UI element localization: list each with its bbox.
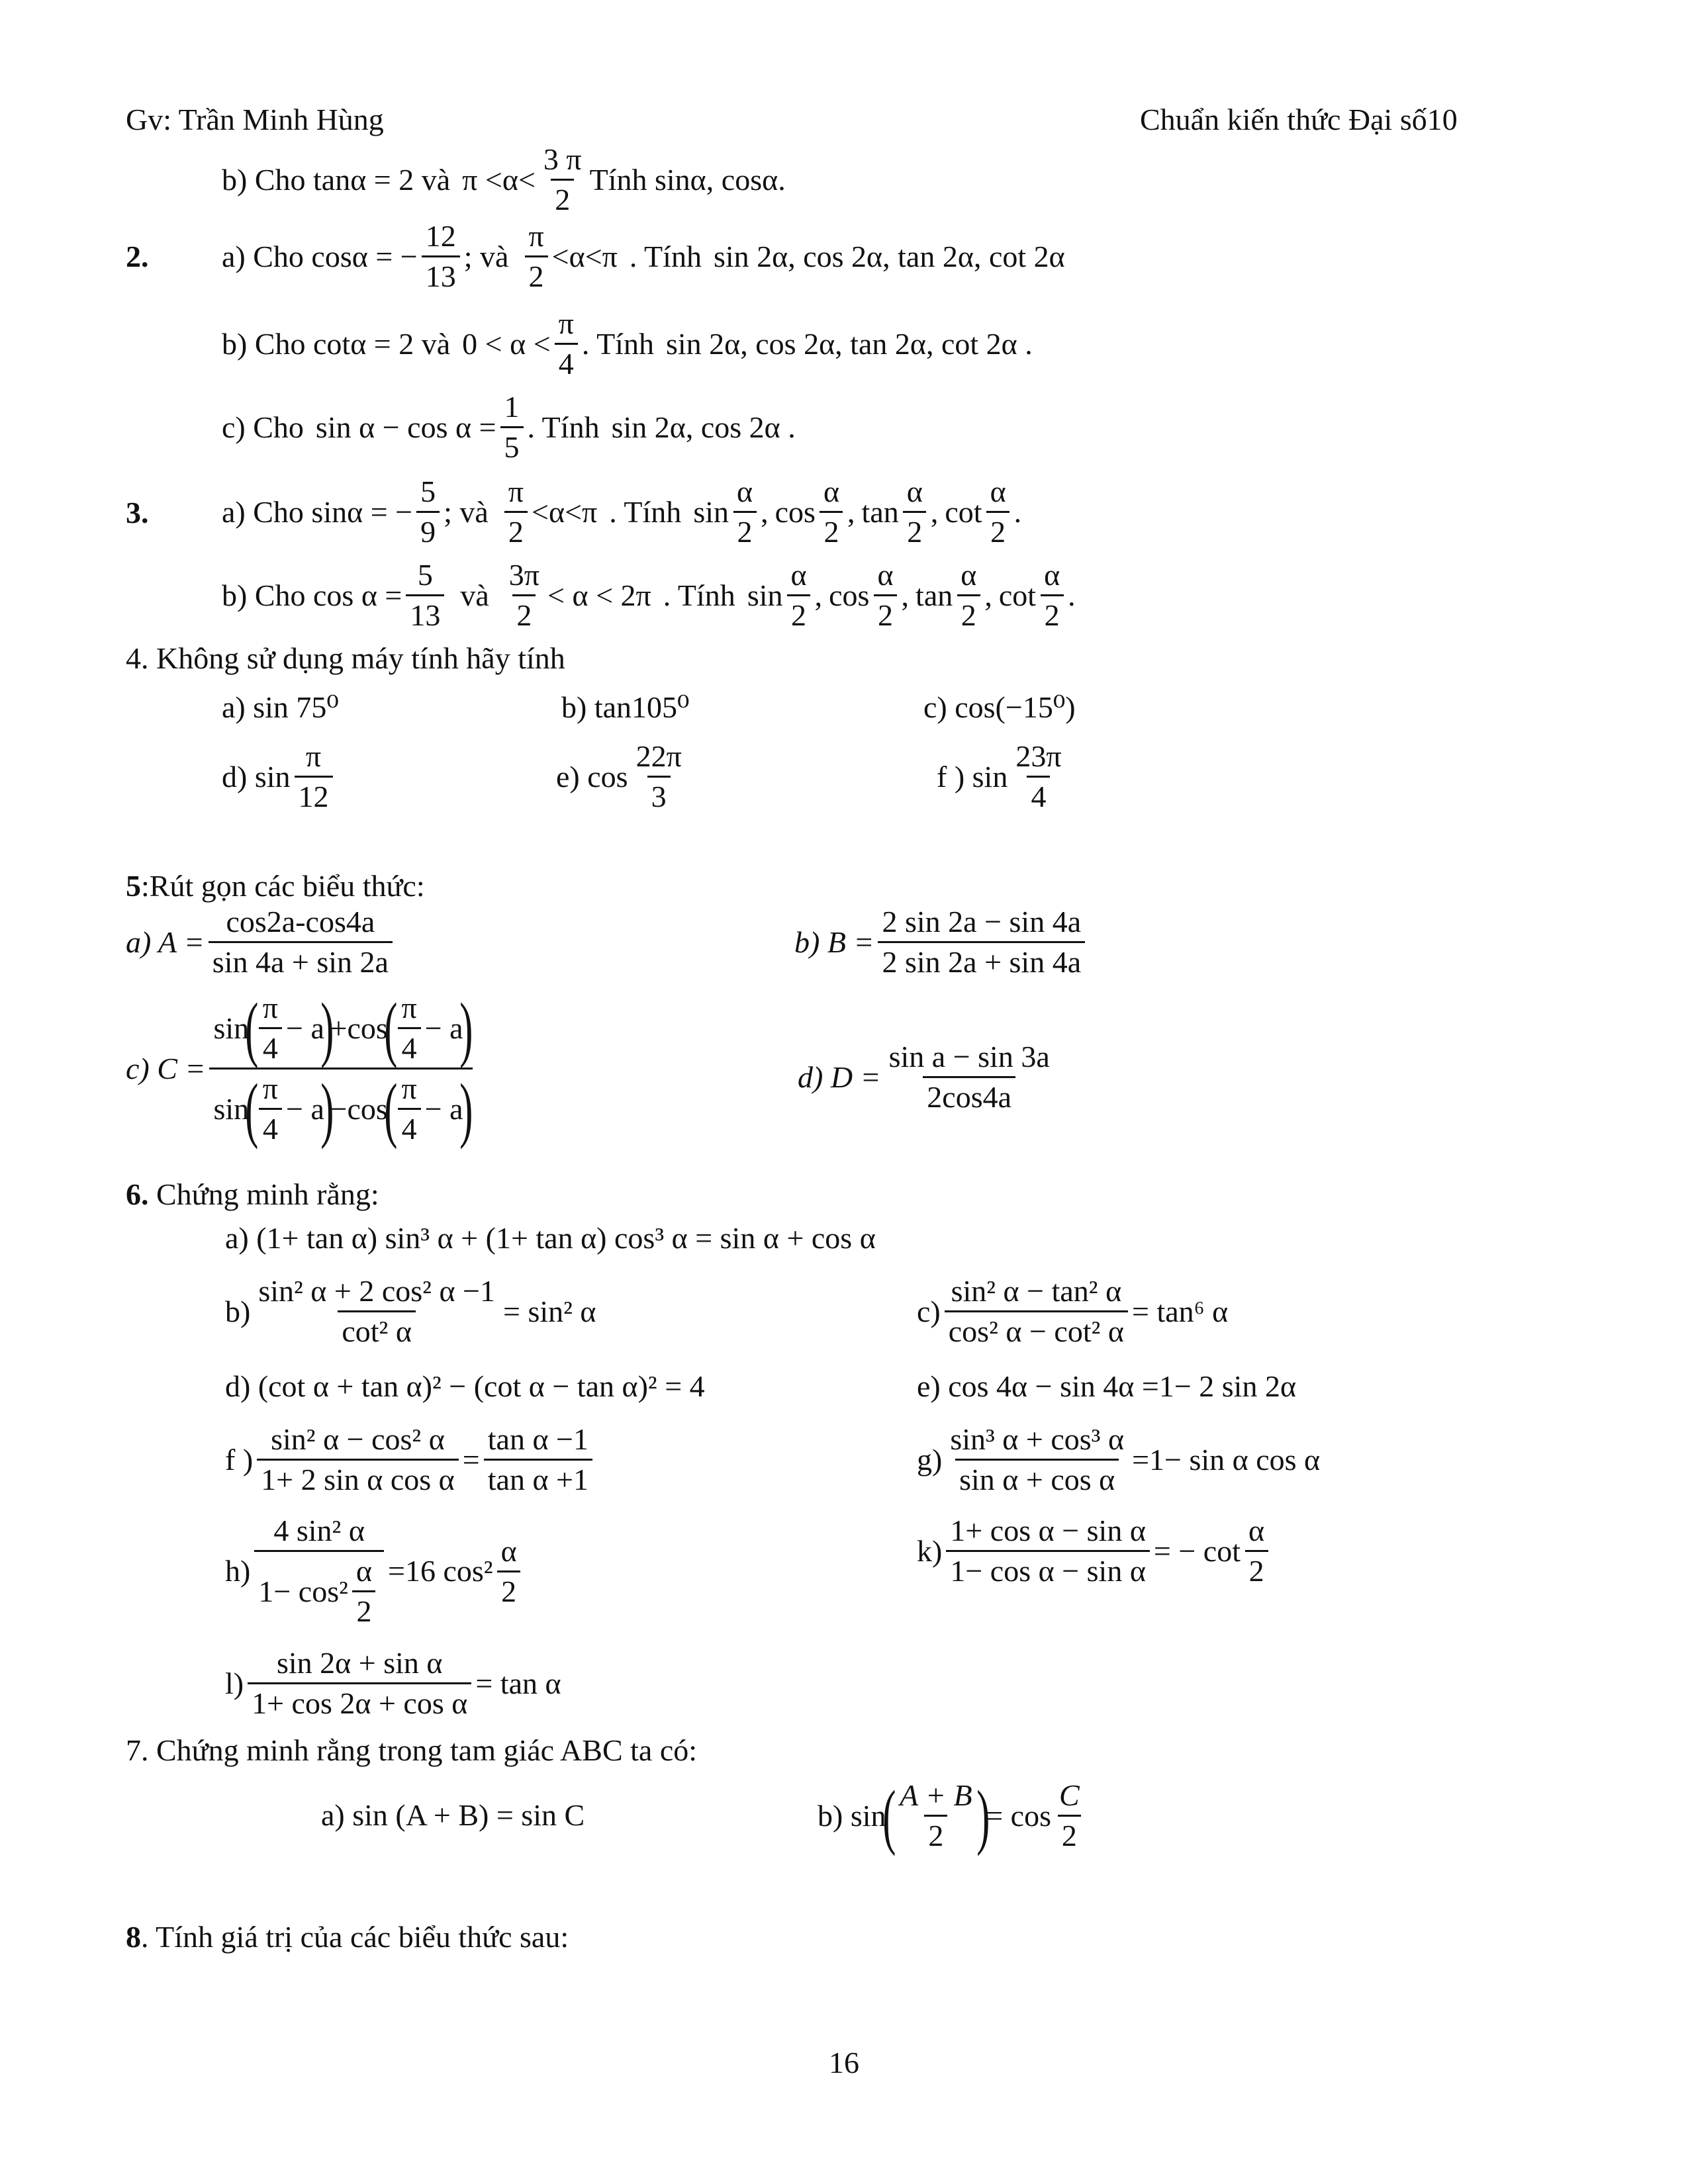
p6-a: a) (1+ tan α) sin³ α + (1+ tan α) cos³ α = sin α + cos α [225,1221,876,1255]
p2a-fraction [422,221,460,292]
p3a-label: a) Cho sinα = − [222,494,413,529]
p3a-two-2: 2 [820,511,843,547]
p6-k-rhs-alpha: α [1248,1514,1265,1547]
p4-title: 4. Không sử dụng máy tính hãy tính [126,641,565,675]
p7-b-paren-close: ) [976,1775,990,1856]
p8-title-text: . Tính giá trị của các biểu thức sau: [141,1920,569,1954]
p3a-cos: cos [774,494,816,529]
p6-f-den2: tan α +1 [484,1459,592,1495]
p3a-ineq: <α<π [532,494,598,529]
p3a-tinh: . Tính [609,494,682,529]
p2a-mid: ; và [463,239,509,273]
p5-c-minus-a-2: − a [424,1011,463,1045]
p6-k-rhs: = − cot [1153,1533,1241,1568]
p7-b-rhs: = cos [986,1798,1051,1833]
p3a-alpha-2: α [823,475,840,508]
p5-c-four-4: 4 [398,1108,421,1144]
p5-b [794,907,1089,978]
p6-f-den: 1+ 2 sin α cos α [257,1459,459,1495]
p6-h-den [254,1550,384,1627]
p5-c-paren-close-4: ) [459,1068,473,1150]
p6-f-fraction-2 [484,1424,592,1495]
p6-h-num: 4 sin² α [273,1514,365,1547]
p5-c-num [209,987,473,1069]
p5-c-paren-close-2: ) [459,987,473,1069]
problem-3a: a) Cho sinα = − $\frac{5}{9}$ ; và π 2 <α<π . Tính sin α 2 , cos α 2 , tan α 2 , cot α 2 . [222,475,1022,549]
p6-h-den-half [352,1556,376,1627]
p6-b-rhs: = sin² α [503,1294,596,1328]
p2-number: 2. [126,240,149,273]
p5-a-label: a) A = [126,925,205,959]
p1b-tail: Tính sinα, cosα. [589,162,786,197]
p6-l-label: l) [225,1666,244,1700]
p5-b-label: b) B = [794,925,874,959]
p2c-num: 1 [504,390,520,424]
p5-d-den: 2cos4a [923,1076,1015,1113]
p6-h-den-pre: 1− cos² [258,1574,348,1608]
p6-h-rhs-half [497,1533,521,1608]
p5-c-minus-a-4: − a [424,1091,463,1126]
p4-a: a) sin 75⁰ [222,690,339,724]
p6-g-den: sin α + cos α [955,1459,1119,1495]
p5-c-four-3: 4 [259,1108,282,1144]
header-right: Chuẩn kiến thức Đại số10 [1140,103,1458,136]
p3a-half-3 [903,477,927,547]
p5-a-num: cos2a-cos4a [226,905,375,938]
p6-g-fraction [946,1424,1128,1495]
p4-c: c) cos(−15⁰) [923,690,1076,724]
p3a-two-4: 2 [986,511,1009,547]
p5-c-four-2: 4 [398,1027,421,1064]
p3a-mid: ; và [444,494,489,529]
p3a-two-3: 2 [903,511,926,547]
p5-title-text: :Rút gọn các biểu thức: [141,869,425,903]
p1b-fraction [539,144,586,215]
p5-c-paren-close-1: ) [320,987,334,1069]
p6-b [225,1276,596,1347]
p4-d-label: d) sin [222,759,291,794]
p6-c-label: c) [917,1294,941,1328]
p3a-num: 5 [420,475,436,508]
problem-2c [222,392,796,463]
p3b-pnum: 3π [508,558,540,592]
p5-c-four-1: 4 [259,1027,282,1064]
p6-l [225,1648,561,1719]
p3b-tan: tan [915,578,953,612]
p2a-list: sin 2α, cos 2α, tan 2α, cot 2α [713,239,1065,273]
p6-k-num: 1+ cos α − sin α [950,1514,1146,1547]
p3b-fraction [406,560,444,631]
p3b-alpha-1: α [790,558,807,592]
p3a-pi-fraction [504,477,528,547]
p6-number: 6. [126,1177,149,1211]
p6-k-den: 1− cos α − sin α [946,1550,1150,1586]
p5-c-pi4-3 [259,1073,282,1144]
p3b-den: 13 [406,594,444,631]
p2a-pi-fraction [524,221,547,292]
p5-c-paren-open-4: ( [384,1068,398,1150]
p6-e: e) cos 4α − sin 4α =1− 2 sin 2α [917,1369,1297,1403]
p3b-pden: 2 [512,594,536,631]
p6-c-num: sin² α − tan² α [951,1274,1122,1308]
p8-number: 8 [126,1920,141,1954]
p6-title [126,1179,379,1210]
p5-c-minus-a-3: − a [286,1091,324,1126]
p4-e-num: 22π [635,739,682,773]
p6-h-den-alpha: α [355,1554,372,1588]
p2c-den: 5 [500,426,524,463]
p4-e-fraction [632,741,686,812]
p2a-tinh: . Tính [629,239,702,273]
p3a-alpha-4: α [990,475,1006,508]
p7-b-paren-open: ( [882,1775,896,1856]
p2b-fraction [555,308,578,379]
p6-k-rhs-half [1244,1516,1268,1586]
p5-c-paren-open-3: ( [245,1068,259,1150]
p3b-tinh: . Tính [663,578,735,612]
p2b-tinh: . Tính [581,326,654,361]
p3b-cot: cot [998,578,1037,612]
p2a-den: 13 [422,255,460,292]
p2b-den: 4 [555,343,578,379]
p5-b-num: 2 sin 2a − sin 4a [882,905,1082,938]
p3b-sin: sin [747,578,783,612]
p6-f-num2: tan α −1 [487,1422,588,1456]
p5-c-paren-open-2: ( [384,987,398,1069]
p1b-ineq: π <α< [462,162,536,197]
p2b-ineq: 0 < α < [462,326,551,361]
p4-f-den: 4 [1027,776,1050,812]
p2a-ineq: <α<π [551,239,618,273]
p5-a [126,907,397,978]
p2a-pden: 2 [525,255,548,292]
p3-number: 3. [126,496,149,529]
p5-b-fraction [878,907,1085,978]
p3a-pden: 2 [504,511,528,547]
p2a-label: a) Cho cosα = − [222,239,418,273]
p3b-two-4: 2 [1041,594,1064,631]
p5-c-pi-3: π [262,1071,279,1105]
p6-g-label: g) [917,1442,943,1477]
p6-title-text: Chứng minh rằng: [148,1177,379,1211]
p7-b-den2: 2 [1058,1815,1081,1851]
p3b-mid: và [460,578,489,612]
p6-f-fraction [257,1424,459,1495]
p1b-num: 3 π [543,142,582,176]
p3a-pnum: π [508,475,524,508]
p2a-num: 12 [425,219,456,253]
p3a-half-2 [820,477,843,547]
p6-k-fraction [946,1516,1150,1586]
p6-f-num: sin² α − cos² α [271,1422,445,1456]
p2b-label: b) Cho cotα = 2 và [222,326,451,361]
p6-h [225,1516,525,1627]
p2c-tinh: . Tính [527,410,600,444]
p6-c-den: cos² α − cot² α [945,1310,1128,1347]
p3a-cot: cot [945,494,982,529]
p7-a: a) sin (A + B) = sin C [321,1798,585,1832]
p6-h-den-two: 2 [352,1590,375,1627]
p5-c-fraction [209,987,473,1150]
p4-f-fraction [1011,741,1065,812]
p3b-pi-fraction [505,560,543,631]
p5-c-minus-a-1: − a [286,1011,324,1045]
p7-b-num2: C [1058,1778,1080,1812]
p6-c-rhs: = tan⁶ α [1132,1294,1229,1328]
p5-c-paren-open-1: ( [245,987,259,1069]
p3a-alpha-1: α [737,475,753,508]
p2c-fraction [500,392,524,463]
p6-c [917,1276,1228,1347]
p3b-half-4 [1040,560,1064,631]
p4-b: b) tan105⁰ [561,690,690,724]
p6-h-rhs-alpha: α [500,1533,517,1568]
p3a-alpha-3: α [906,475,923,508]
p6-l-rhs: = tan α [475,1666,561,1700]
p5-c-label: c) C = [126,1051,206,1085]
p1b-text: b) Cho tanα = 2 và [222,162,451,197]
p6-f-eq: = [462,1442,480,1477]
p6-h-label: h) [225,1554,251,1588]
problem-2a [222,221,1065,292]
p6-d: d) (cot α + tan α)² − (cot α − tan α)² = 4 [225,1369,705,1403]
p5-c-den-sin: sin [213,1091,250,1126]
p6-f-label: f ) [225,1442,254,1477]
p3b-half-1 [787,560,811,631]
p4-d-fraction [295,741,333,812]
p4-f-label: f ) sin [937,759,1008,794]
p6-f [225,1424,596,1495]
header-left: Gv: Trần Minh Hùng [126,103,384,136]
p7-b [818,1775,1088,1856]
p3b-two-3: 2 [957,594,980,631]
p4-e-label: e) cos [556,759,628,794]
p6-l-num: sin 2α + sin α [276,1646,443,1680]
p6-h-rhs: =16 cos² [388,1554,493,1588]
p7-title [126,1735,697,1766]
p3b-alpha-4: α [1044,558,1060,592]
p5-d [798,1042,1058,1113]
p2a-pnum: π [528,219,544,253]
p2c-label: c) Cho [222,410,304,444]
p5-b-den: 2 sin 2a + sin 4a [878,941,1085,978]
p5-d-label: d) D = [798,1060,881,1094]
p6-l-fraction [248,1648,471,1719]
p5-a-fraction [209,907,393,978]
p5-c-plus: + [330,1011,348,1045]
p5-d-fraction [885,1042,1054,1113]
problem-1b [222,144,786,215]
p3b-label: b) Cho cos α = [222,578,402,612]
p6-b-fraction [254,1276,499,1347]
p3b-ineq: < α < 2π [547,578,651,612]
p5-c-pi4-1 [259,993,282,1064]
p3a-two-1: 2 [733,511,757,547]
p5-c [126,987,477,1150]
p3a-sin: sin [693,494,729,529]
p7-number: 7 [126,1733,141,1767]
p3a-half-1 [733,477,757,547]
p6-h-fraction [254,1516,384,1627]
p3a-den: 9 [416,511,440,547]
p5-c-den [209,1068,473,1150]
p6-b-den: cot² α [338,1310,416,1347]
p4-f-num: 23π [1015,739,1062,773]
p6-k-label: k) [917,1533,943,1568]
problem-2b [222,308,1033,379]
p1b-den: 2 [551,179,574,215]
p2c-list: sin 2α, cos 2α . [611,410,796,444]
p7-b-num: A + B [900,1778,972,1812]
p6-b-label: b) [225,1294,251,1328]
p5-a-den: sin 4a + sin 2a [209,941,393,978]
p6-b-num: sin² α + 2 cos² α −1 [258,1274,495,1308]
p7-title-text: . Chứng minh rằng trong tam giác ABC ta có: [141,1733,698,1767]
p5-c-pi-2: π [401,991,417,1024]
p7-b-den: 2 [924,1815,947,1851]
p3a-half-4 [986,477,1010,547]
p5-c-minus: − [330,1091,348,1126]
p6-c-fraction [945,1276,1128,1347]
p3b-num: 5 [417,558,433,592]
p7-b-label: b) sin [818,1798,886,1833]
p3b-half-2 [873,560,897,631]
p3b-cos: cos [829,578,870,612]
p6-k-rhs-two: 2 [1245,1550,1268,1586]
problem-3b: b) Cho cos α = $\frac{5}{13}$ và 3π 2 < α < 2π . Tính sin α 2 , cos α 2 , tan α 2 , cot α 2 . [222,558,1076,632]
p5-d-num: sin a − sin 3a [888,1040,1050,1073]
p4-d [222,741,337,812]
p5-c-den-cos: cos [347,1091,388,1126]
p3a-tan: tan [861,494,899,529]
p5-c-paren-close-3: ) [320,1068,334,1150]
p2c-expr: sin α − cos α = [315,410,496,444]
p5-c-num-sin: sin [213,1011,250,1045]
p2b-num: π [558,306,574,340]
p3b-two-2: 2 [874,594,897,631]
p5-c-pi4-2 [397,993,420,1064]
p3b-half-3 [957,560,980,631]
p4-f [937,741,1070,812]
p6-l-den: 1+ cos 2α + cos α [248,1682,471,1719]
p3b-alpha-2: α [877,558,894,592]
p5-c-num-cos: cos [347,1011,388,1045]
p5-c-pi-4: π [401,1071,417,1105]
p4-e-den: 3 [647,776,671,812]
p8-title [126,1922,569,1952]
p7-b-fraction [896,1780,976,1851]
p6-g [917,1424,1320,1495]
p4-d-den: 12 [295,776,333,812]
p5-title [126,871,425,901]
p6-k [917,1516,1272,1586]
p5-c-pi4-4 [397,1073,420,1144]
p3b-two-1: 2 [787,594,810,631]
p7-b-fraction-2 [1055,1780,1084,1851]
p5-c-pi-1: π [262,991,279,1024]
p3b-alpha-3: α [961,558,977,592]
p4-e [556,741,690,812]
p5-number: 5 [126,869,141,903]
p6-g-num: sin³ α + cos³ α [950,1422,1125,1456]
p4-d-num: π [305,739,322,773]
p6-h-rhs-two: 2 [497,1570,520,1607]
page-number: 16 [829,2046,859,2079]
p2b-list: sin 2α, cos 2α, tan 2α, cot 2α . [665,326,1033,361]
p3a-fraction [416,477,440,547]
p6-g-rhs: =1− sin α cos α [1132,1442,1321,1477]
